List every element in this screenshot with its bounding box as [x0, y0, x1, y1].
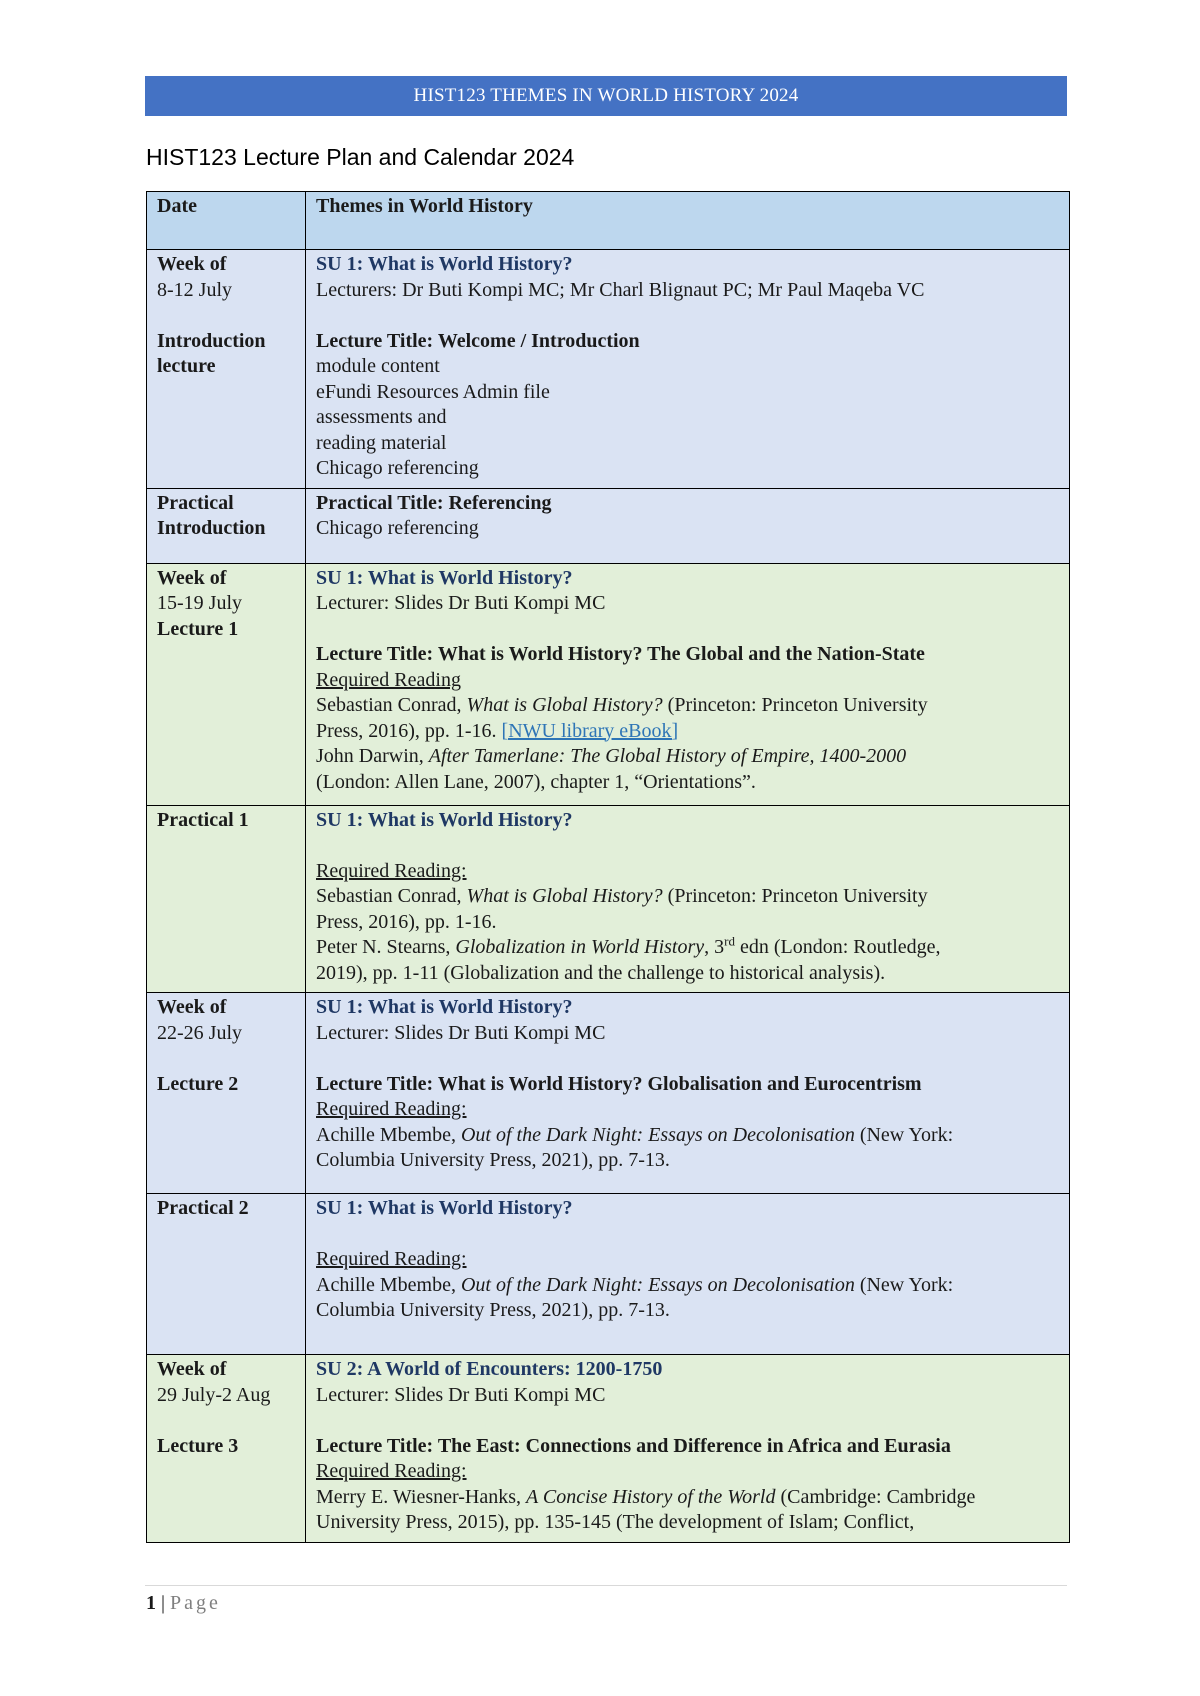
- page-title: HIST123 Lecture Plan and Calendar 2024: [146, 144, 575, 170]
- citation-author: Sebastian Conrad,: [316, 885, 467, 907]
- study-unit-title: SU 1: What is World History?: [316, 808, 573, 831]
- date-cell: [147, 1194, 306, 1355]
- page-number: 1: [146, 1592, 156, 1614]
- date-cell: [147, 563, 306, 805]
- citation-title: Out of the Dark Night: Essays on Decolonisation: [460, 1123, 855, 1146]
- themes-cell: [306, 1194, 1070, 1355]
- column-header-date: [147, 192, 306, 250]
- reading-citation: [316, 744, 1059, 795]
- week-label: Week of: [157, 253, 227, 275]
- table-row: [147, 250, 1070, 489]
- list-item: Chicago referencing: [316, 517, 479, 539]
- date-cell: [147, 805, 306, 993]
- reading-citation: [316, 935, 1059, 986]
- date-cell: [147, 488, 306, 563]
- session-label: Practical: [157, 491, 234, 514]
- header-banner: HIST123 THEMES IN WORLD HISTORY 2024: [145, 76, 1067, 116]
- footer-divider: [145, 1585, 1067, 1586]
- lecturer-line: Lecturer: Slides Dr Buti Kompi MC: [316, 1383, 606, 1406]
- citation-author: Sebastian Conrad,: [316, 694, 467, 716]
- citation-publisher: Press, 2016), pp. 1-16.: [316, 910, 497, 933]
- citation-edition: , 3: [704, 936, 725, 958]
- citation-title: What is Global History?: [466, 694, 663, 716]
- week-label: Week of: [157, 566, 227, 589]
- citation-publisher: 2019), pp. 1-11 (Globalization and the challenge to historical analysis).: [316, 961, 886, 984]
- citation-publisher: Columbia University Press, 2021), pp. 7-13.: [316, 1299, 670, 1321]
- table-row: [147, 488, 1070, 563]
- citation-author: Merry E. Wiesner-Hanks,: [316, 1485, 527, 1508]
- lecture-plan-table: [146, 191, 1070, 1543]
- themes-cell: [306, 488, 1070, 563]
- study-unit-title: SU 1: What is World History?: [316, 1197, 573, 1219]
- date-cell: [147, 250, 306, 489]
- week-dates: 15-19 July: [157, 592, 242, 614]
- practical-title: Practical Title: Referencing: [316, 491, 552, 514]
- themes-cell: [306, 1355, 1070, 1543]
- date-cell: [147, 1355, 306, 1543]
- citation-edition: edn (London: Routledge,: [735, 936, 941, 958]
- list-item: eFundi Resources Admin file: [316, 380, 550, 403]
- column-header-themes: [306, 192, 1070, 250]
- citation-title: After Tamerlane: The Global History of Empire, 1400-2000: [428, 745, 907, 767]
- table-header-row: [147, 192, 1070, 250]
- reading-citation: [316, 1123, 1059, 1174]
- citation-title: Out of the Dark Night: Essays on Decolonisation: [460, 1273, 855, 1296]
- themes-cell: [306, 250, 1070, 489]
- citation-publisher: (Cambridge: Cambridge: [775, 1485, 976, 1508]
- edition-ordinal: rd: [724, 933, 735, 949]
- session-label: Practical 2: [157, 1197, 249, 1219]
- study-unit-title: SU 1: What is World History?: [316, 996, 573, 1018]
- session-label: Introduction: [157, 517, 266, 539]
- table-row: [147, 1355, 1070, 1543]
- footer-separator: |: [156, 1592, 171, 1614]
- citation-author: Peter N. Stearns,: [316, 936, 456, 958]
- date-cell: [147, 993, 306, 1194]
- session-label: Lecture 3: [157, 1434, 239, 1457]
- list-item: assessments and: [316, 406, 447, 428]
- citation-author: John Darwin,: [316, 745, 429, 767]
- citation-publisher: (London: Allen Lane, 2007), chapter 1, “Orientations”.: [316, 770, 756, 793]
- citation-publisher: Press, 2016), pp. 1-16.: [316, 719, 502, 742]
- session-label: Lecture 1: [157, 617, 239, 640]
- week-label: Week of: [157, 1358, 227, 1380]
- required-reading-label: Required Reading:: [316, 859, 467, 882]
- citation-author: Achille Mbembe,: [316, 1123, 461, 1146]
- reading-citation: [316, 1485, 1059, 1536]
- lecturer-line: Lecturer: Slides Dr Buti Kompi MC: [316, 592, 606, 614]
- study-unit-title: SU 2: A World of Encounters: 1200-1750: [316, 1358, 663, 1380]
- citation-publisher: (Princeton: Princeton University: [662, 885, 928, 907]
- week-dates: 29 July-2 Aug: [157, 1383, 271, 1406]
- reading-citation: [316, 693, 1059, 744]
- citation-publisher: Columbia University Press, 2021), pp. 7-13.: [316, 1149, 670, 1171]
- library-ebook-link[interactable]: [NWU library eBook]: [501, 719, 679, 742]
- table-row: [147, 805, 1070, 993]
- list-item: module content: [316, 355, 440, 377]
- list-item: reading material: [316, 431, 447, 454]
- session-label: Lecture 2: [157, 1072, 239, 1095]
- study-unit-title: SU 1: What is World History?: [316, 566, 573, 589]
- study-unit-title: SU 1: What is World History?: [316, 253, 573, 275]
- header-date-label: Date: [157, 195, 197, 217]
- table-row: [147, 993, 1070, 1194]
- citation-publisher: (Princeton: Princeton University: [662, 694, 928, 716]
- reading-citation: [316, 1273, 1059, 1324]
- themes-cell: [306, 993, 1070, 1194]
- citation-publisher: (New York:: [854, 1273, 954, 1296]
- table-row: [147, 563, 1070, 805]
- lecture-title: Lecture Title: What is World History? The Global and the Nation-State: [316, 643, 925, 665]
- lecturer-line: Lecturers: Dr Buti Kompi MC; Mr Charl Blignaut PC; Mr Paul Maqeba VC: [316, 278, 925, 301]
- reading-citation: [316, 884, 1059, 935]
- table-row: [147, 1194, 1070, 1355]
- citation-author: Achille Mbembe,: [316, 1273, 461, 1296]
- themes-cell: [306, 805, 1070, 993]
- themes-cell: [306, 563, 1070, 805]
- lecturer-line: Lecturer: Slides Dr Buti Kompi MC: [316, 1021, 606, 1044]
- lecture-title: Lecture Title: Welcome / Introduction: [316, 329, 640, 352]
- session-label: Introduction lecture: [157, 329, 266, 377]
- required-reading-label: Required Reading:: [316, 1248, 467, 1270]
- session-label: Practical 1: [157, 808, 249, 831]
- lecture-title: Lecture Title: The East: Connections and Difference in Africa and Eurasia: [316, 1434, 951, 1457]
- required-reading-label: Required Reading: [316, 668, 461, 691]
- page-label: Page: [170, 1592, 221, 1614]
- citation-title: A Concise History of the World: [526, 1485, 776, 1508]
- required-reading-label: Required Reading:: [316, 1460, 467, 1482]
- week-label: Week of: [157, 996, 227, 1018]
- lecture-title: Lecture Title: What is World History? Globalisation and Eurocentrism: [316, 1072, 922, 1095]
- week-dates: 22-26 July: [157, 1021, 242, 1044]
- week-dates: 8-12 July: [157, 278, 232, 301]
- citation-title: Globalization in World History: [455, 936, 705, 958]
- header-themes-label: Themes in World History: [316, 195, 533, 217]
- citation-publisher: (New York:: [854, 1123, 954, 1146]
- page-footer: [146, 1592, 221, 1615]
- required-reading-label: Required Reading:: [316, 1098, 467, 1120]
- list-item: Chicago referencing: [316, 457, 479, 479]
- citation-publisher: University Press, 2015), pp. 135-145 (The development of Islam; Conflict,: [316, 1511, 915, 1533]
- citation-title: What is Global History?: [466, 885, 663, 907]
